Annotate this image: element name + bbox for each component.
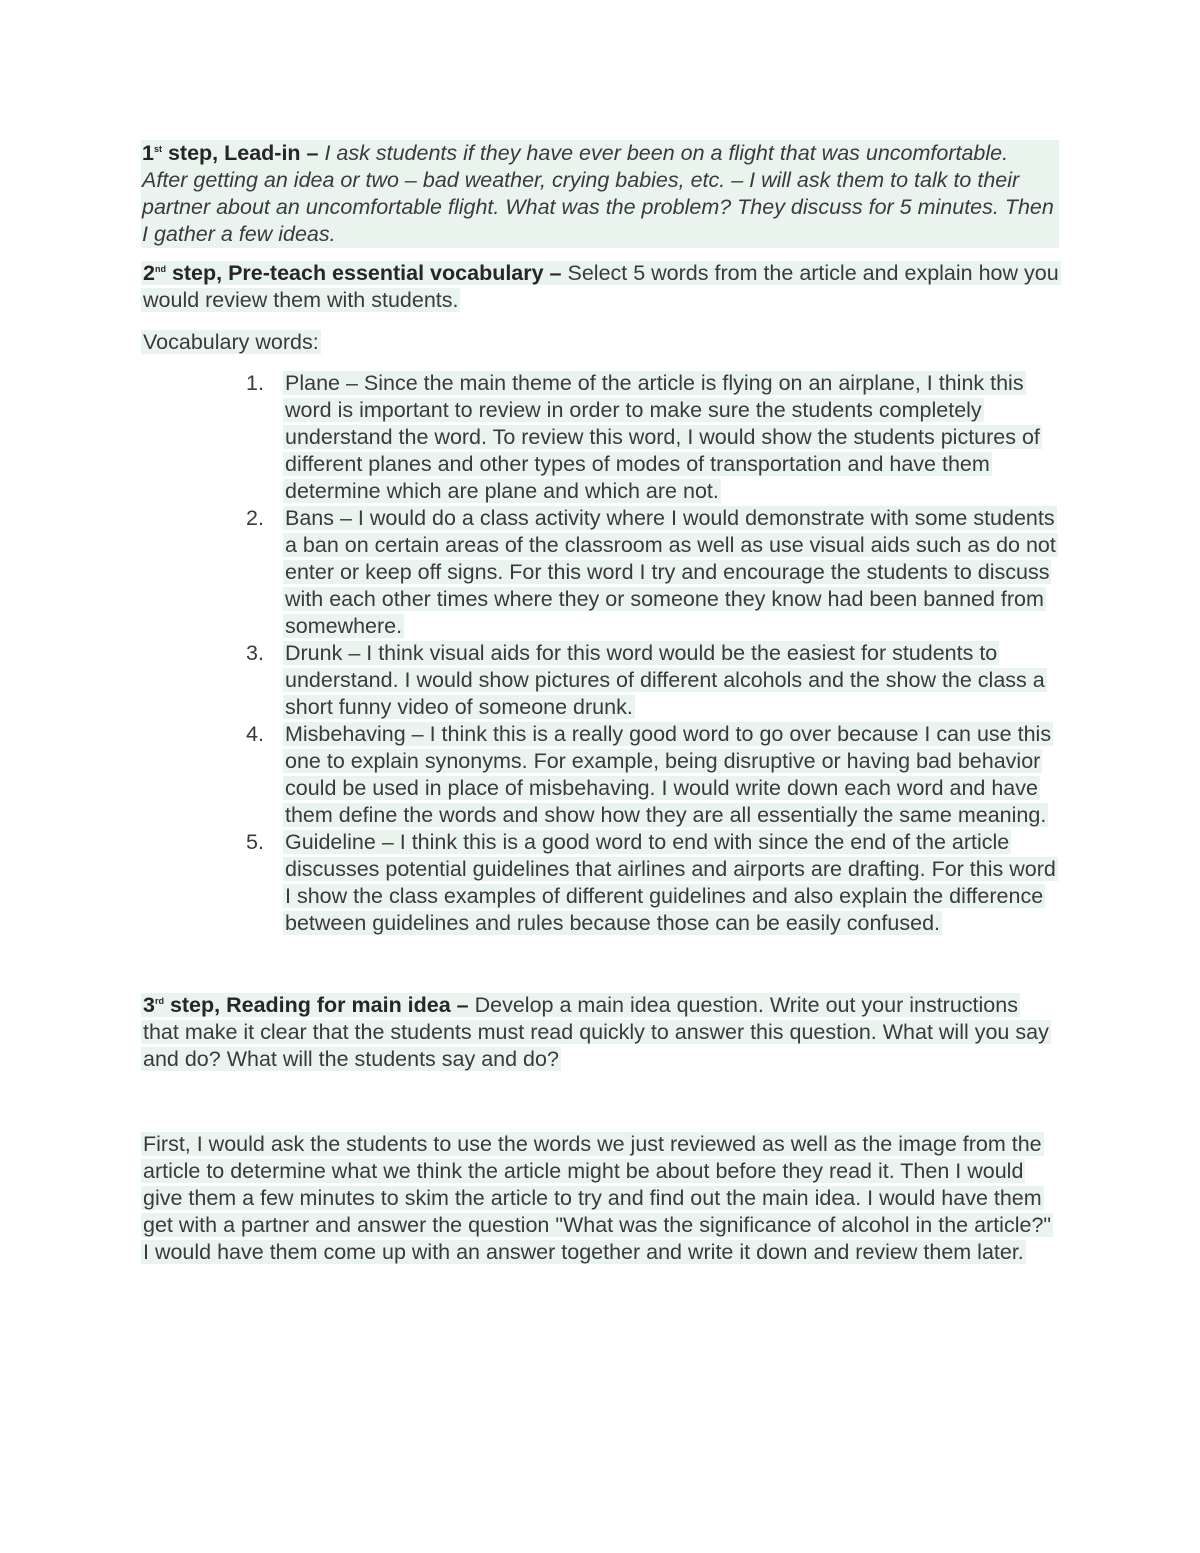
- list-item-number: 4.: [246, 722, 264, 746]
- list-item-number: 2.: [246, 506, 264, 530]
- list-item: [141, 721, 1059, 829]
- list-item-number: 1.: [246, 371, 264, 395]
- list-item-number: 3.: [246, 641, 264, 665]
- answer-paragraph: [141, 1131, 1059, 1266]
- step3-title: step, Reading for main idea –: [163, 993, 475, 1017]
- step2-title: step, Pre-teach essential vocabulary –: [165, 261, 568, 285]
- step1-ordinal-suffix: st: [153, 144, 162, 154]
- step1-paragraph: [141, 140, 1059, 248]
- list-item: [141, 640, 1059, 721]
- list-item: [141, 829, 1059, 937]
- list-item-text: Guideline – I think this is a good word to end with since the end of the article discusses potential guidelines that airlines and airports are drafting. For this word I show the class examples of different guidelines and also explain the difference between guidelines and rules because those can be easily confused.: [285, 830, 1056, 935]
- step1-body: I ask students if they have ever been on a flight that was uncomfortable. After getting an idea or two – bad weather, crying babies, etc. – I will ask them to talk to their partner about an uncomfortable flight. What was the problem? They discuss for 5 minutes. Then I gather a few ideas.: [142, 141, 1054, 246]
- step1-title: step, Lead-in –: [161, 141, 325, 165]
- list-item-number: 5.: [246, 830, 264, 854]
- answer-text: First, I would ask the students to use the words we just reviewed as well as the image from the article to determine what we think the article might be about before they read it. Then I would give them a few minutes to skim the article to try and find out the main idea. I would have them get with a partner and answer the question "What was the significance of alcohol in the article?" I would have them come up with an answer together and write it down and review them later.: [143, 1132, 1052, 1264]
- step3-ordinal: 3: [143, 993, 155, 1017]
- step1-ordinal: 1: [142, 141, 154, 165]
- step3-ordinal-suffix: rd: [154, 996, 164, 1006]
- step2-ordinal: 2: [143, 261, 155, 285]
- list-item: [141, 505, 1059, 640]
- document-page: [141, 140, 1059, 1266]
- list-item-text: Misbehaving – I think this is a really good word to go over because I can use this one to explain synonyms. For example, being disruptive or having bad behavior could be used in place of misbehaving. I would write down each word and have them define the words and show how they are all essentially the same meaning.: [285, 722, 1052, 827]
- step2-paragraph: [141, 260, 1059, 314]
- vocabulary-label: Vocabulary words:: [143, 330, 319, 354]
- step3-body: Develop a main idea question. Write out your instructions that make it clear that the students must read quickly to answer this question. What will you say and do? What will the students say and do?: [143, 993, 1049, 1071]
- vocabulary-list: [141, 370, 1059, 937]
- step3-paragraph: [141, 992, 1059, 1073]
- step3-heading: [143, 993, 475, 1017]
- list-item: [141, 370, 1059, 505]
- step2-heading: [143, 261, 568, 285]
- step2-body: Select 5 words from the article and explain how you would review them with students.: [143, 261, 1059, 312]
- step2-ordinal-suffix: nd: [154, 264, 166, 274]
- list-item-text: Plane – Since the main theme of the article is flying on an airplane, I think this word is important to review in order to make sure the students completely understand the word. To review this word, I would show the students pictures of different planes and other types of modes of transportation and have them determine which are plane and which are not.: [285, 371, 1040, 503]
- step1-heading: [142, 141, 324, 165]
- list-item-text: Bans – I would do a class activity where I would demonstrate with some students a ban on certain areas of the classroom as well as use visual aids such as do not enter or keep off signs. For this word I try and encourage the students to discuss with each other times where they or someone they know had been banned from somewhere.: [285, 506, 1056, 638]
- list-item-text: Drunk – I think visual aids for this word would be the easiest for students to understand. I would show pictures of different alcohols and the show the class a short funny video of someone drunk.: [285, 641, 1045, 719]
